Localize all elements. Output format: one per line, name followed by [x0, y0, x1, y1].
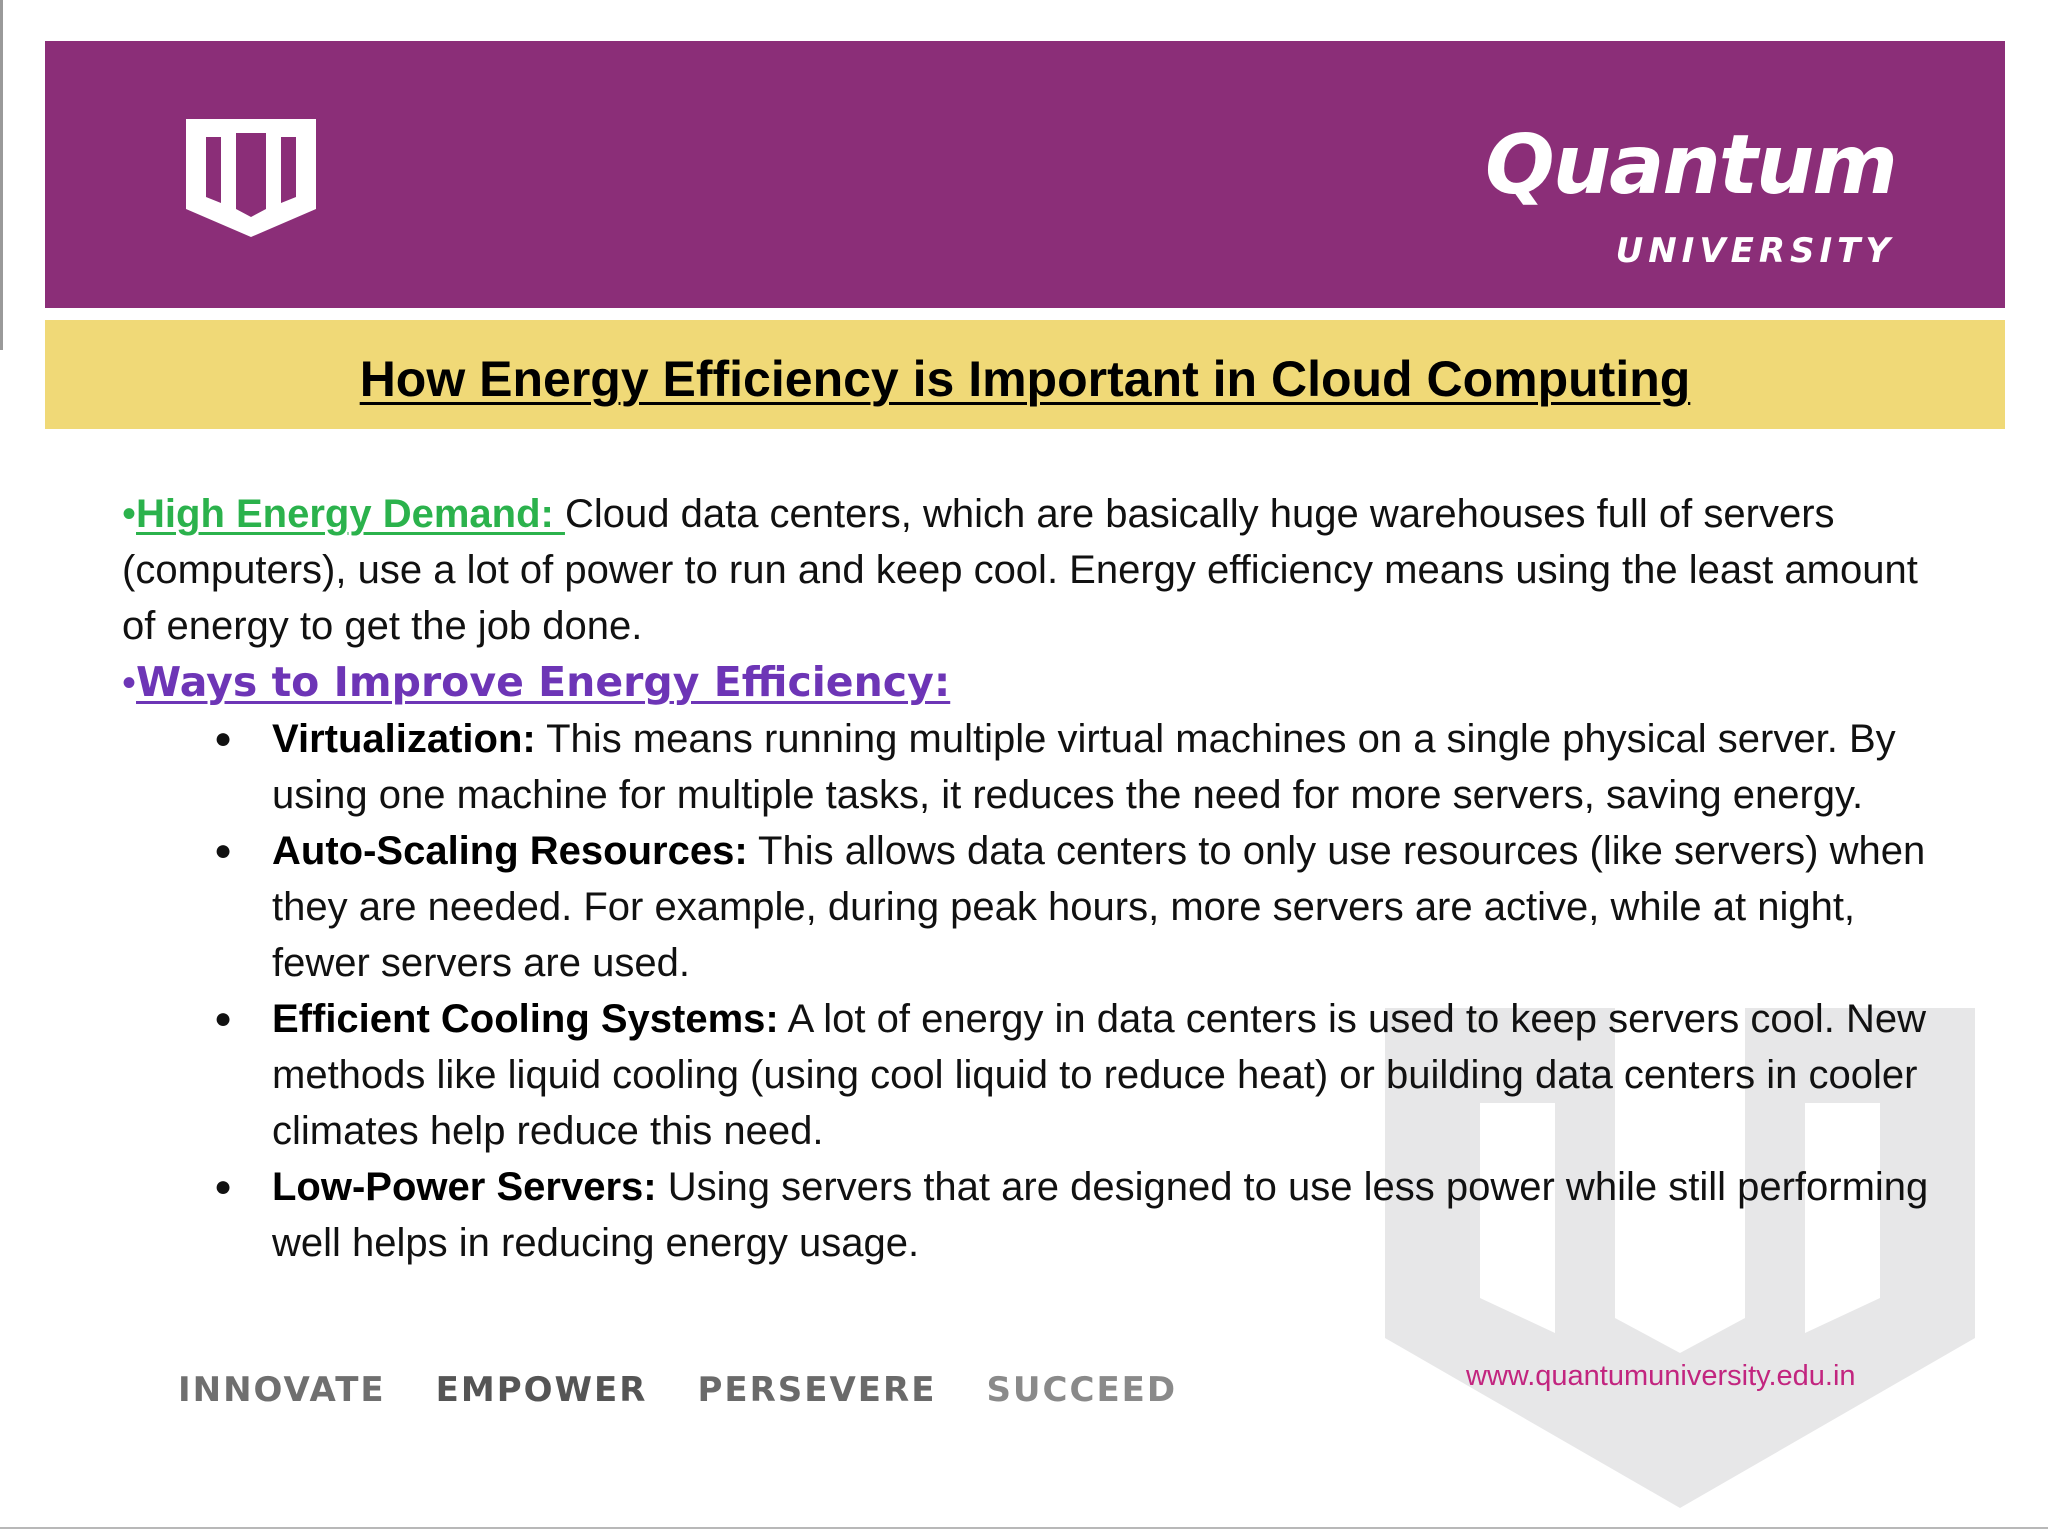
item-text: Using servers that are designed to use less power while still performing well helps in reducing energy usage. [272, 1165, 1929, 1265]
tagline-succeed: SUCCEED [986, 1370, 1178, 1410]
high-energy-demand-text: Cloud data centers, which are basically huge warehouses full of servers (computers), use a lot of power to run and keep cool. Energy efficiency means using the least amount of energy to get the job done. [122, 492, 1918, 648]
slide-content [122, 486, 1942, 1271]
list-item [214, 823, 1942, 991]
ways-to-improve-heading: Ways to Improve Energy Efficiency: [136, 658, 951, 706]
ways-heading-line [122, 654, 1942, 711]
tagline-innovate: INNOVATE [178, 1370, 386, 1410]
frame-left-edge [0, 0, 3, 350]
frame-bottom-edge [0, 1527, 2048, 1529]
item-text: This means running multiple virtual machines on a single physical server. By using one machine for multiple tasks, it reduces the need for more servers, saving energy. [272, 717, 1896, 817]
bullet-dot-icon: ● [214, 834, 233, 867]
bullet-marker: • [122, 492, 137, 536]
list-item [214, 711, 1942, 823]
item-text: A lot of energy in data centers is used to keep servers cool. New methods like liquid cooling (using cool liquid to reduce heat) or building data centers in cooler climates help reduce this need. [272, 997, 1927, 1153]
page-title: How Energy Efficiency is Important in Cloud Computing [359, 350, 1691, 407]
item-lead: Efficient Cooling Systems: [272, 997, 779, 1041]
tagline-persevere: PERSEVERE [697, 1370, 937, 1410]
high-energy-demand-paragraph [122, 486, 1942, 654]
footer-taglines [178, 1370, 1177, 1410]
item-lead: Auto-Scaling Resources: [272, 829, 748, 873]
title-bar [45, 320, 2005, 429]
bullet-marker: • [122, 661, 137, 705]
list-item [214, 991, 1942, 1159]
item-text: This allows data centers to only use resources (like servers) when they are needed. For example, during peak hours, more servers are active, while at night, fewer servers are used. [272, 829, 1926, 985]
website-link[interactable]: www.quantumuniversity.edu.in [1466, 1360, 1856, 1392]
high-energy-demand-heading: High Energy Demand: [136, 492, 565, 536]
list-item [214, 1159, 1942, 1271]
university-brand-logo [1475, 111, 1905, 271]
bullet-dot-icon: ● [214, 1170, 233, 1203]
bullet-dot-icon: ● [214, 722, 233, 755]
item-lead: Low-Power Servers: [272, 1165, 657, 1209]
brand-subtitle: UNIVERSITY [1615, 231, 1895, 271]
tagline-empower: EMPOWER [435, 1370, 648, 1410]
qu-shield-logo-icon [176, 113, 326, 237]
header-banner [45, 41, 2005, 308]
improvement-list [122, 711, 1942, 1271]
brand-name: Quantum [1485, 118, 1896, 213]
item-lead: Virtualization: [272, 717, 536, 761]
bullet-dot-icon: ● [214, 1002, 233, 1035]
